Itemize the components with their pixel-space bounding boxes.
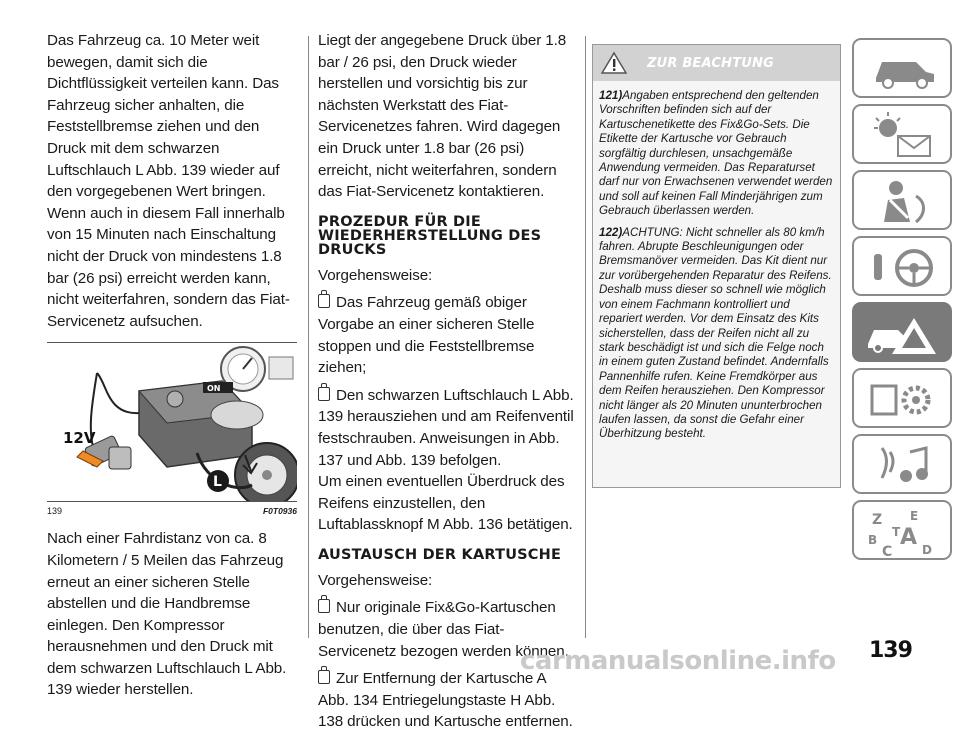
index-letter: B [868, 533, 878, 547]
steering-wheel-icon [854, 238, 954, 298]
paragraph: Liegt der angegebene Druck über 1.8 bar / 26 psi, den Druck wieder herstellen und vorsichtig bis zur nächsten Werkstatt des Fiat-Servicenetzes fahren. Wird dagegen ein Druck unter 1.8 bar (26 psi) erreicht, nicht weiterfahren, sondern das Fiat-Servicenetz kontaktieren. [318, 32, 567, 201]
index-letter: C [882, 544, 893, 560]
note-number: 122) [599, 225, 623, 239]
tab-maintenance[interactable] [852, 368, 952, 428]
music-signal-icon [854, 436, 954, 496]
warning-light-icon [854, 106, 954, 166]
note-text: Angaben entsprechend den geltenden Vorschriften befinden sich auf der Kartuschenetikette des Fix&Go-Sets. Die Etikette der Kartusche vor Gebrauch sorgfältig durchlesen, unsachgemäße Anwendung vermeiden. Das Reparaturset darf nur von Erwachsenen verwendet werden und soll auf keinen Fall Minderjährigen zum Gebrauch überlassen werden. [599, 89, 833, 218]
figure-code: F0T0936 [262, 506, 297, 517]
note-body [593, 81, 840, 442]
alphabet-index-icon [854, 502, 954, 562]
gears-icon [854, 370, 954, 430]
bullet-icon [318, 387, 330, 401]
paragraph: Das Fahrzeug ca. 10 Meter weit bewegen, damit sich die Dichtflüssigkeit verteilen kann. Das Fahrzeug sicher anhalten, die Feststellbremse ziehen und den Druck mit dem schwarzen Luftschlauch L Abb. 139 wieder auf den vorgegebenen Wert bringen. Wenn auch in diesem Fall innerhalb von 15 Minuten nach Einschaltung nicht der Druck von mindestens 1.8 bar (26 psi) erreicht werden kann, nicht weiterfahren, sondern das Fiat-Servicenetz aufsuchen. [47, 32, 290, 330]
note-text: ACHTUNG: Nicht schneller als 80 km/h fahren. Abrupte Beschleunigungen oder Bremsmanöver vermeiden. Das Kit dient nur zur vorübergehenden Reparatur des Reifens. Deshalb muss dieser so schnell wie möglich von einem Fachmann kontrolliert und repariert werden. Vor dem Einsatz des Kits sicherstellen, dass der Reifen nicht all zu stark beschädigt ist und sich die Felge noch in einem guten Zustand befindet. Andernfalls Pannenhilfe rufen. Keine Fremdkörper aus dem Reifen herausziehen. Den Kompressor nicht länger als 20 Minuten ununterbrochen laufen lassen, da sonst die Gefahr einer Überhitzung besteht. [599, 225, 832, 441]
note-item-122 [599, 226, 834, 442]
list-item-text: Das Fahrzeug gemäß obiger Vorgabe an einer sicheren Stelle stoppen und die Feststellbremse ziehen; [318, 294, 535, 377]
12v-label: 12V [63, 429, 96, 448]
list-item [318, 385, 576, 471]
figure-rule-bottom [47, 501, 297, 502]
list-item-text: Nur originale Fix&Go-Kartuschen benutzen, die über das Fiat-Servicenetz bezogen werden können. [318, 599, 569, 660]
paragraph: Nach einer Fahrdistanz von ca. 8 Kilometern / 5 Meilen das Fahrzeug erneut an einer sicheren Stelle abstellen und die Handbremse einlegen. Den Kompressor herausnehmen und den Druck mit dem schwarzen Luftschlauch L Abb. 139 wieder herstellen. [47, 530, 287, 699]
index-letter: A [900, 525, 918, 550]
note-header [593, 45, 840, 81]
emergency-car-icon [854, 304, 954, 364]
tab-multimedia[interactable] [852, 434, 952, 494]
tab-safety[interactable] [852, 170, 952, 230]
bullet-icon [318, 670, 330, 684]
index-letter: E [910, 509, 919, 523]
list-item [318, 292, 576, 378]
note-number: 121) [599, 89, 623, 102]
intro-text: Vorgehensweise: [318, 571, 433, 589]
tab-emergency[interactable] [852, 302, 952, 362]
paragraph: Um einen eventuellen Überdruck des Reifens einzustellen, den Luftablassknopf M Abb. 136 betätigen. [318, 473, 573, 534]
car-icon [854, 40, 954, 100]
column-divider [308, 36, 309, 638]
middle-column [318, 30, 576, 739]
index-letter: T [892, 525, 901, 539]
l-badge-label: L [213, 474, 222, 491]
list-item-text: Zur Entfernung der Kartusche A Abb. 134 Entriegelungstaste H Abb. 138 drücken und Kartusche entfernen. [318, 670, 573, 731]
figure-number: 139 [47, 506, 63, 517]
index-letter: D [922, 543, 932, 557]
note-title: ZUR BEACHTUNG [647, 56, 774, 71]
tab-starting-driving[interactable] [852, 236, 952, 296]
list-item-text: Den schwarzen Luftschlauch L Abb. 139 herausziehen und am Reifenventil festschrauben. Anweisungen in Abb. 137 und Abb. 139 befolgen. [318, 386, 574, 469]
seatbelt-icon [854, 172, 954, 232]
tab-dashboard-lights[interactable] [852, 104, 952, 164]
section-heading: AUSTAUSCH DER KARTUSCHE [318, 546, 562, 563]
note-box [592, 44, 841, 488]
tab-index[interactable] [852, 500, 952, 560]
figure-illustration [47, 343, 297, 501]
warning-icon [601, 51, 627, 75]
column-divider [585, 36, 586, 638]
compressor-illustration [47, 343, 297, 501]
tab-vehicle-overview[interactable] [852, 38, 952, 98]
index-letter: Z [872, 512, 883, 528]
figure-139 [47, 342, 297, 516]
figure-caption [47, 506, 297, 516]
page-number: 139 [869, 638, 912, 663]
section-heading: PROZEDUR FÜR DIE WIEDERHERSTELLUNG DES DRUCKS [318, 213, 542, 258]
bullet-icon [318, 294, 330, 308]
intro-text: Vorgehensweise: [318, 266, 433, 284]
watermark: carmanualsonline.info [520, 646, 836, 676]
on-label: ON [207, 384, 221, 394]
note-item-121 [599, 89, 834, 219]
bullet-icon [318, 599, 330, 613]
left-column [47, 30, 297, 707]
